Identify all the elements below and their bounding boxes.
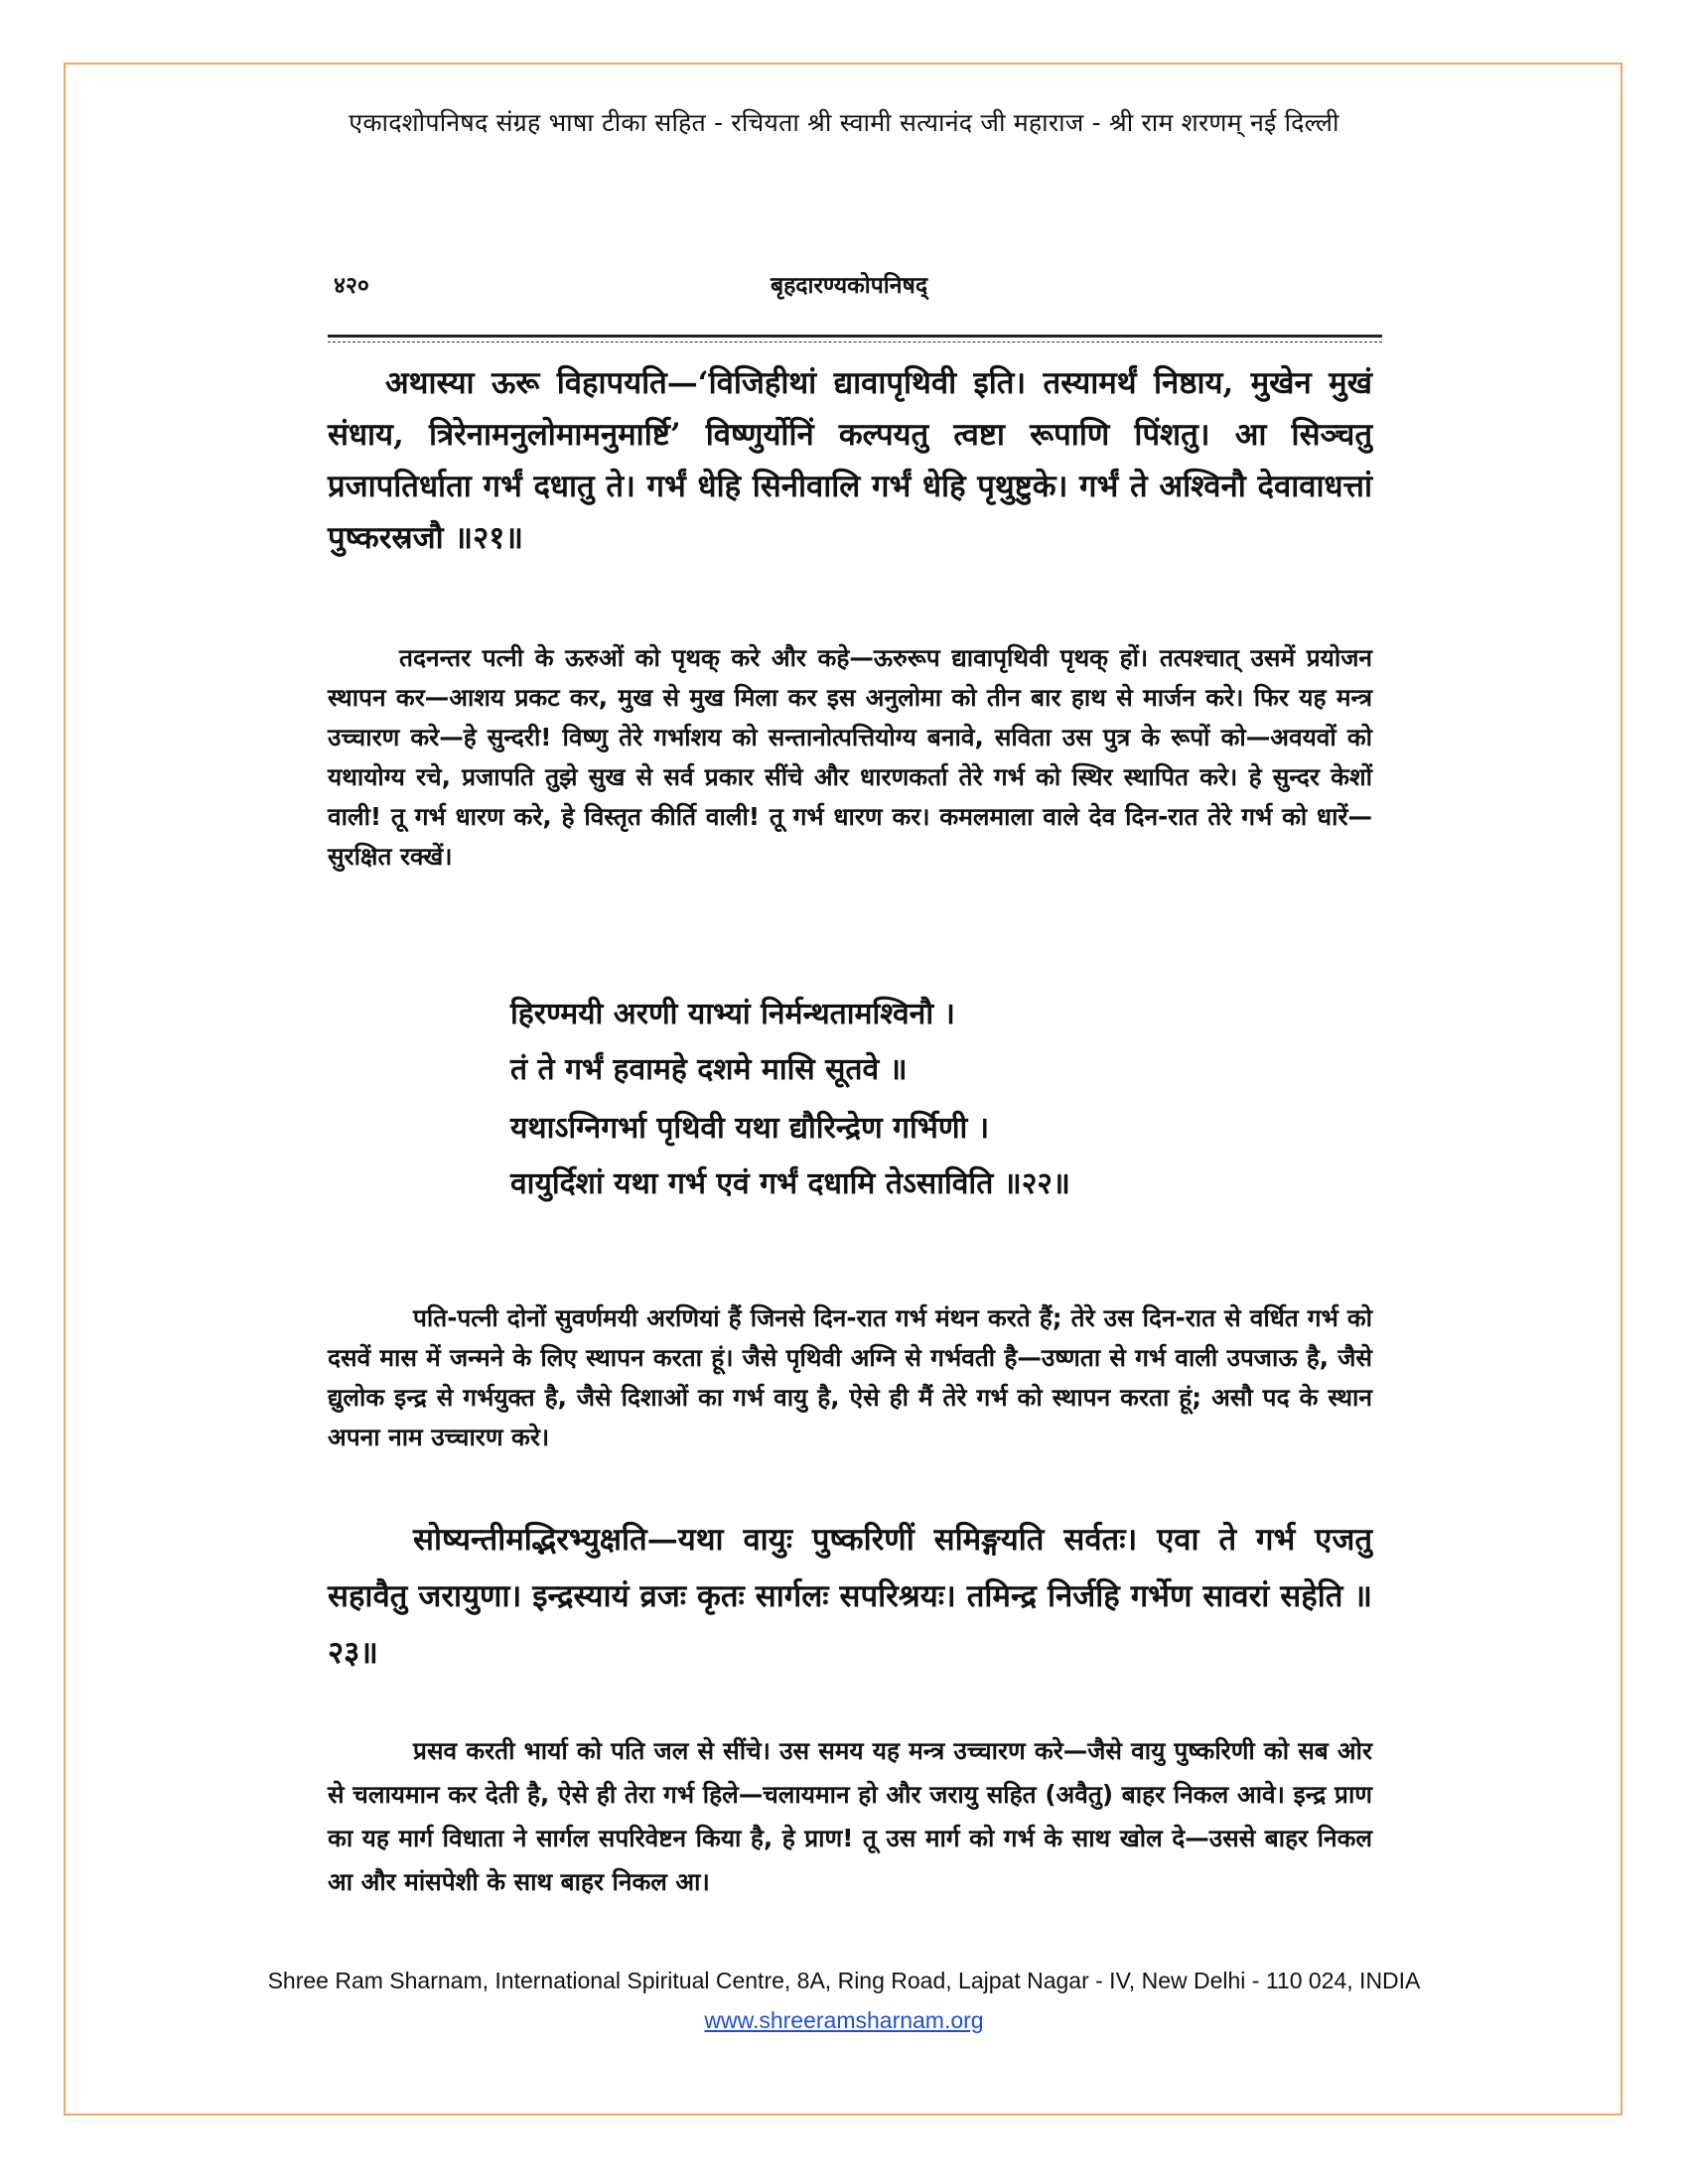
verse-22-line-1: हिरण्मयी अरणी याभ्यां निर्मन्थतामश्विनौ । [510, 997, 955, 1031]
commentary-22: पति-पत्नी दोनों सुवर्णमयी अरणियां हैं जिनसे दिन-रात गर्भ मंथन करते हैं; तेरे उस दिन-रात से वर्धित गर्भ को दसवें मास में जन्मने के लिए स्थापन करता हूं। जैसे पृथिवी अग्नि से गर्भवती है—उष्णता से गर्भ वाली उपजाऊ है, जैसे द्युलोक इन्द्र से गर्भयुक्त है, जैसे दिशाओं का गर्भ वायु है, ऐसे ही मैं तेरे गर्भ को स्थापन करता हूं; असौ पद के स्थान अपना नाम उच्चारण करे। [328, 1303, 1372, 1451]
header-rule-dashed [328, 341, 1382, 342]
scanned-book-page [316, 248, 1394, 1956]
page-header-title: एकादशोपनिषद संग्रह भाषा टीका सहित - रचियता श्री स्वामी सत्यानंद जी महाराज - श्री राम शरणम् नई दिल्ली [349, 108, 1339, 137]
website-link[interactable]: www.shreeramsharnam.org [704, 2007, 984, 2033]
header-rule [328, 335, 1382, 338]
commentary-23: प्रसव करती भार्या को पति जल से सींचे। उस समय यह मन्त्र उच्चारण करे—जैसे वायु पुष्करिणी को सब ओर से चलायमान कर देती है, ऐसे ही तेरा गर्भ हिले—चलायमान हो और जरायु सहित (अवैतु) बाहर निकल आवे। इन्द्र प्राण का यह मार्ग विधाता ने सार्गल सपरिवेष्टन किया है, हे प्राण! तू उस मार्ग को गर्भ के साथ खोल दे—उससे बाहर निकल आ और मांसपेशी के साथ बाहर निकल आ। [328, 1736, 1372, 1896]
commentary-21: तदनन्तर पत्नी के ऊरुओं को पृथक् करे और कहे—ऊरुरूप द्यावापृथिवी पृथक् हों। तत्पश्चात् उसमें प्रयोजन स्थापन कर—आशय प्रकट कर, मुख से मुख मिला कर इस अनुलोमा को तीन बार हाथ से मार्जन करे। फिर यह मन्त्र उच्चारण करे—हे सुन्दरी! विष्णु तेरे गर्भाशय को सन्तानोत्पत्तियोग्य बनावे, सविता उस पुत्र के रूपों को—अवयवों को यथायोग्य रचे, प्रजापति तुझे सुख से सर्व प्रकार सींचे और धारणकर्ता तेरे गर्भ को स्थिर स्थापित करे। हे सुन्दर केशों वाली! तू गर्भ धारण करे, हे विस्तृत कीर्ति वाली! तू गर्भ धारण कर। कमलमाला वाले देव दिन-रात तेरे गर्भ को धारें—सुरक्षित रक्खें। [328, 643, 1372, 871]
book-page-number: ४२० [334, 272, 369, 299]
footer-address: Shree Ram Sharnam, International Spiritual Centre, 8A, Ring Road, Lajpat Nagar - IV, New Delhi - 110 024, INDIA [267, 1968, 1421, 1993]
verse-21: अथास्या ऊरू विहापयति—‘विजिहीथां द्यावापृथिवी इति। तस्यामर्थं निष्ठाय, मुखेन मुखं संधाय, त्रिरेनामनुलोमामनुमार्ष्टि’ विष्णुर्योनिं कल्पयतु त्वष्टा रूपाणि पिंशतु। आ सिञ्चतु प्रजापतिर्धाता गर्भं दधातु ते। गर्भं धेहि सिनीवालि गर्भं धेहि पृथुष्टुके। गर्भं ते अश्विनौ देवावाधत्तां पुष्करस्रजौ ॥२१॥ [328, 365, 1372, 556]
running-head [334, 268, 1364, 304]
verse-22-line-4: वायुर्दिशां यथा गर्भ एवं गर्भं दधामि तेऽसाविति ॥२२॥ [510, 1166, 1070, 1201]
verse-23: सोष्यन्तीमद्भिरभ्युक्षति—यथा वायुः पुष्करिणीं समिङ्गयति सर्वतः। एवा ते गर्भ एजतु सहावैतु जरायुणा। इन्द्रस्यायं व्रजः कृतः सार्गलः सपरिश्रयः। तमिन्द्र निर्जहि गर्भेण सावरां सहेति ॥२३॥ [328, 1522, 1372, 1671]
verse-22-line-2: तं ते गर्भं हवामहे दशमे मासि सूतवे ॥ [510, 1052, 908, 1087]
verse-22-line-3: यथाऽग्निगर्भा पृथिवी यथा द्यौरिन्द्रेण गर्भिणी । [510, 1111, 990, 1146]
running-title: बृहदारण्यकोपनिषद् [770, 272, 928, 299]
